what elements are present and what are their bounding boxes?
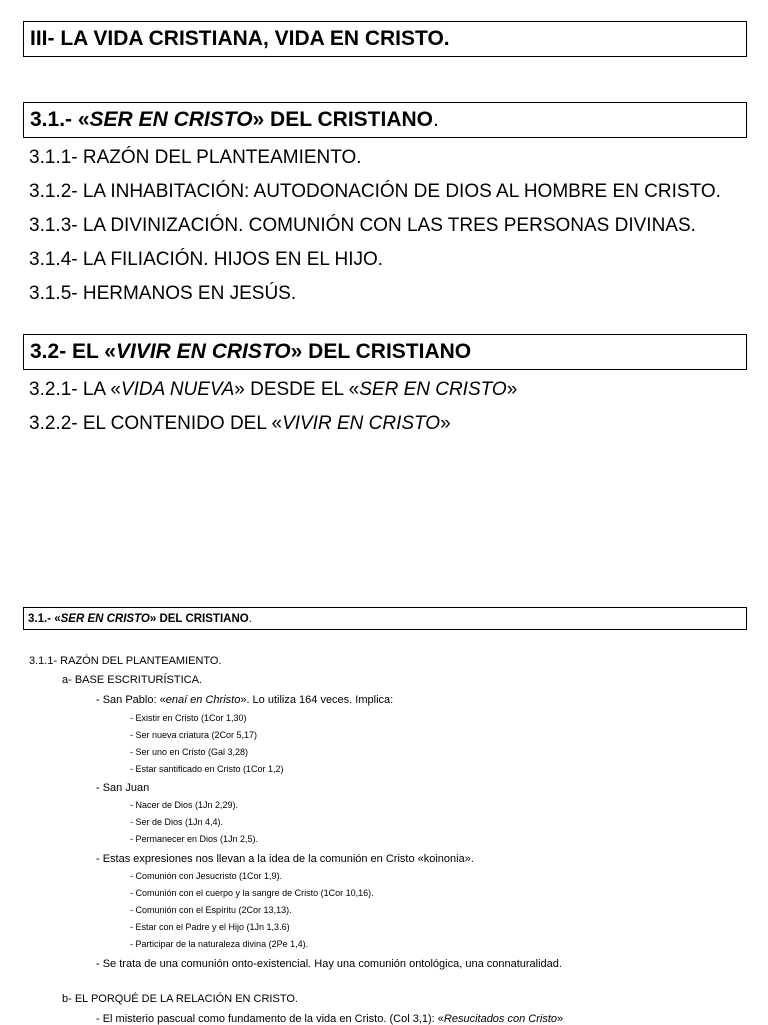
section-1-item-2: 3.1.2- LA INHABITACIÓN: AUTODONACIÓN DE DIOS AL HOMBRE EN CRISTO. xyxy=(29,181,721,202)
s2i2-c: » xyxy=(440,413,451,434)
p2-pablo xyxy=(96,694,393,706)
section-1-item-4: 3.1.4- LA FILIACIÓN. HIJOS EN EL HIJO. xyxy=(29,249,384,270)
s2i2-a: 3.2.2- EL CONTENIDO DEL « xyxy=(29,413,283,434)
p2-expresiones: - Estas expresiones nos llevan a la idea de la comunión en Cristo «koinonia». xyxy=(96,853,474,865)
section-2-box xyxy=(23,334,747,370)
p2-misterio xyxy=(96,1013,563,1025)
p2-juan-item-2: - Ser de Dios (1Jn 4,4). xyxy=(130,817,224,827)
s2i1-d: SER EN CRISTO xyxy=(359,379,507,400)
p2-header-pre: 3.1.- « xyxy=(28,612,61,625)
section-1-item-5: 3.1.5- HERMANOS EN JESÚS. xyxy=(29,283,297,304)
p2-pablo-item-1: - Existir en Cristo (1Cor 1,30) xyxy=(130,713,247,723)
p2-misterio-pre: - El misterio pascual como fundamento de la vida en Cristo. (Col 3,1): « xyxy=(96,1013,444,1025)
section-1-box xyxy=(23,102,747,138)
p2-pablo-item-2: - Ser nueva criatura (2Cor 5,17) xyxy=(130,730,258,740)
p2-header-em: SER EN CRISTO xyxy=(60,612,150,625)
p2-a: a- BASE ESCRITURÍSTICA. xyxy=(62,674,202,686)
section-2-pre: 3.2- EL « xyxy=(30,340,116,363)
p2-b: b- EL PORQUÉ DE LA RELACIÓN EN CRISTO. xyxy=(62,993,298,1005)
page-2-header-box xyxy=(23,607,747,630)
p2-pablo-item-3: - Ser uno en Cristo (Gal 3,28) xyxy=(130,747,249,757)
title-box xyxy=(23,21,747,57)
p2-juan-item-1: - Nacer de Dios (1Jn 2,29). xyxy=(130,800,239,810)
p2-onto: - Se trata de una comunión onto-existencial. Hay una comunión ontológica, una connaturalidad. xyxy=(96,958,562,970)
section-1-post: » DEL CRISTIANO xyxy=(252,108,433,131)
section-1-em: SER EN CRISTO xyxy=(89,108,253,131)
s2i1-e: » xyxy=(506,379,518,400)
section-1-item-1: 3.1.1- RAZÓN DEL PLANTEAMIENTO. xyxy=(29,147,362,168)
p2-pablo-item-4: - Estar santificado en Cristo (1Cor 1,2) xyxy=(130,764,284,774)
p2-heading: 3.1.1- RAZÓN DEL PLANTEAMIENTO. xyxy=(29,655,222,667)
s2i1-b: VIDA NUEVA xyxy=(120,379,235,400)
p2-header-post: » DEL CRISTIANO xyxy=(149,612,249,625)
p2-expresiones-item-5: - Participar de la naturaleza divina (2Pe 1,4). xyxy=(130,939,309,949)
s2i2-b: VIVIR EN CRISTO xyxy=(282,413,441,434)
section-1-item-3: 3.1.3- LA DIVINIZACIÓN. COMUNIÓN CON LAS TRES PERSONAS DIVINAS. xyxy=(29,215,696,236)
p2-expresiones-item-1: - Comunión con Jesucristo (1Cor 1,9). xyxy=(130,871,283,881)
section-1-pre: 3.1.- « xyxy=(30,108,90,131)
title-text: III- LA VIDA CRISTIANA, VIDA EN CRISTO. xyxy=(30,27,450,50)
s2i1-c: » DESDE EL « xyxy=(234,379,360,400)
section-2-post: » DEL CRISTIANO xyxy=(290,340,472,363)
section-2-em: VIVIR EN CRISTO xyxy=(116,340,291,363)
p2-pablo-post: ». Lo utiliza 164 veces. Implica: xyxy=(240,694,394,706)
p2-juan-item-3: - Permanecer en Dios (1Jn 2,5). xyxy=(130,834,259,844)
p2-juan: - San Juan xyxy=(96,782,150,794)
section-1-end: . xyxy=(433,108,439,131)
p2-misterio-em: Resucitados con Cristo xyxy=(443,1013,557,1025)
section-2-item-1 xyxy=(29,379,517,401)
p2-pablo-em: enaí en Christo xyxy=(165,694,241,706)
p2-expresiones-item-2: - Comunión con el cuerpo y la sangre de Cristo (1Cor 10,16). xyxy=(130,888,374,898)
p2-expresiones-item-3: - Comunión con el Espíritu (2Cor 13,13). xyxy=(130,905,292,915)
section-2-item-2 xyxy=(29,413,451,435)
s2i1-a: 3.2.1- LA « xyxy=(29,379,121,400)
p2-header-end: . xyxy=(248,612,252,625)
p2-pablo-pre: - San Pablo: « xyxy=(96,694,166,706)
p2-expresiones-item-4: - Estar con el Padre y el Hijo (1Jn 1,3.6) xyxy=(130,922,290,932)
p2-misterio-post: » xyxy=(557,1013,564,1025)
